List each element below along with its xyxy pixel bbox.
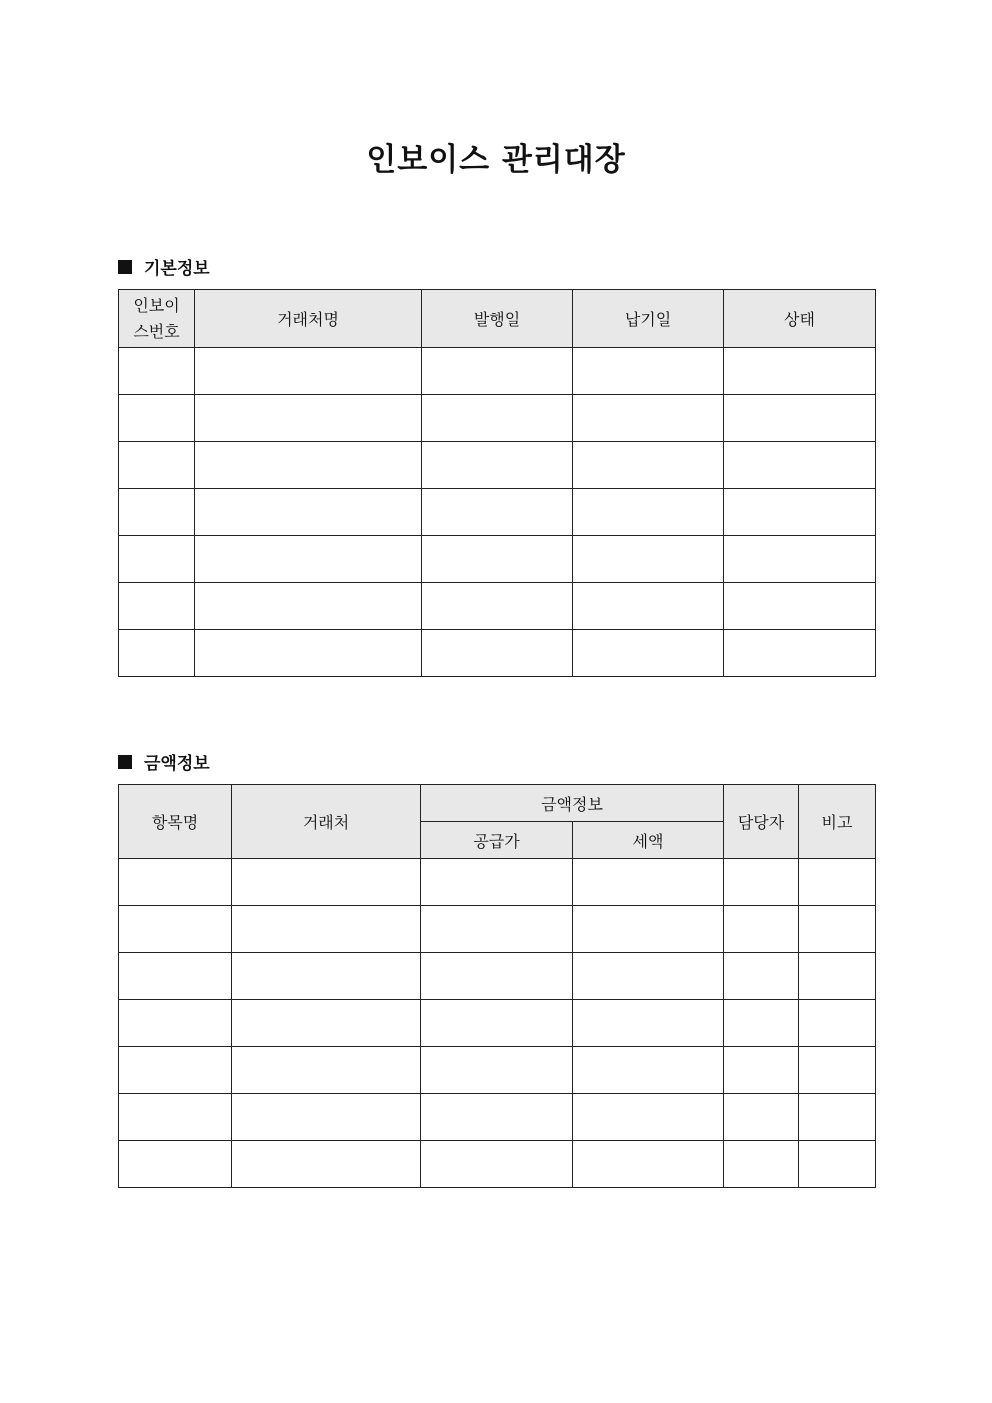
table-cell[interactable] xyxy=(195,442,422,489)
table-cell[interactable] xyxy=(195,348,422,395)
table-cell[interactable] xyxy=(422,630,573,677)
table-row xyxy=(119,489,876,536)
table-cell[interactable] xyxy=(573,489,724,536)
table-cell[interactable] xyxy=(573,536,724,583)
table-cell[interactable] xyxy=(799,953,876,1000)
table-cell[interactable] xyxy=(422,395,573,442)
table-cell[interactable] xyxy=(724,630,876,677)
table-cell[interactable] xyxy=(724,953,799,1000)
table-row xyxy=(119,1094,876,1141)
table-cell[interactable] xyxy=(724,395,876,442)
table-cell[interactable] xyxy=(724,583,876,630)
table-cell[interactable] xyxy=(573,583,724,630)
table-cell[interactable] xyxy=(119,489,195,536)
table-cell[interactable] xyxy=(724,489,876,536)
amount-info-table xyxy=(118,784,876,1188)
table-cell[interactable] xyxy=(421,906,573,953)
table-cell[interactable] xyxy=(421,1000,573,1047)
table-cell[interactable] xyxy=(119,630,195,677)
table-row xyxy=(119,536,876,583)
table-cell[interactable] xyxy=(119,395,195,442)
table-cell[interactable] xyxy=(421,1141,573,1188)
table-cell[interactable] xyxy=(799,1141,876,1188)
table-cell[interactable] xyxy=(421,953,573,1000)
table-cell[interactable] xyxy=(119,348,195,395)
table-cell[interactable] xyxy=(421,859,573,906)
table-cell[interactable] xyxy=(232,1141,421,1188)
table-cell[interactable] xyxy=(119,583,195,630)
table-cell[interactable] xyxy=(573,1000,724,1047)
table-cell[interactable] xyxy=(724,442,876,489)
table-cell[interactable] xyxy=(119,442,195,489)
table-row xyxy=(119,1047,876,1094)
table-cell[interactable] xyxy=(422,583,573,630)
table-cell[interactable] xyxy=(724,348,876,395)
col-header-invoice-number: 인보이 스번호 xyxy=(119,290,195,348)
table-cell[interactable] xyxy=(724,1000,799,1047)
table-cell[interactable] xyxy=(573,395,724,442)
col-header-item-name: 항목명 xyxy=(119,785,232,859)
table-cell[interactable] xyxy=(195,489,422,536)
table-cell[interactable] xyxy=(195,395,422,442)
table-cell[interactable] xyxy=(195,536,422,583)
col-header-supply-price: 공급가 xyxy=(421,822,573,859)
col-header-tax: 세액 xyxy=(573,822,724,859)
table-cell[interactable] xyxy=(119,1141,232,1188)
table-cell[interactable] xyxy=(799,906,876,953)
table-cell[interactable] xyxy=(119,536,195,583)
table-cell[interactable] xyxy=(724,859,799,906)
col-header-issue-date: 발행일 xyxy=(422,290,573,348)
table-cell[interactable] xyxy=(119,953,232,1000)
table-row xyxy=(119,1141,876,1188)
basic-info-header-row xyxy=(119,290,876,348)
table-cell[interactable] xyxy=(232,953,421,1000)
table-cell[interactable] xyxy=(195,583,422,630)
amount-info-heading xyxy=(118,749,210,774)
table-cell[interactable] xyxy=(422,489,573,536)
basic-info-heading-label: 기본정보 xyxy=(144,259,210,279)
amount-info-heading-label: 금액정보 xyxy=(144,754,210,774)
table-row xyxy=(119,348,876,395)
table-cell[interactable] xyxy=(724,1141,799,1188)
table-cell[interactable] xyxy=(421,1094,573,1141)
amount-info-header-row-1 xyxy=(119,785,876,822)
page-title: 인보이스 관리대장 xyxy=(366,142,626,178)
col-header-amount-group: 금액정보 xyxy=(421,785,724,822)
table-cell[interactable] xyxy=(573,348,724,395)
table-cell[interactable] xyxy=(422,348,573,395)
table-cell[interactable] xyxy=(232,1000,421,1047)
table-cell[interactable] xyxy=(232,1094,421,1141)
table-cell[interactable] xyxy=(232,859,421,906)
table-cell[interactable] xyxy=(799,859,876,906)
table-cell[interactable] xyxy=(422,442,573,489)
table-cell[interactable] xyxy=(119,1047,232,1094)
square-bullet-icon xyxy=(118,260,132,274)
table-cell[interactable] xyxy=(422,536,573,583)
table-cell[interactable] xyxy=(799,1047,876,1094)
table-cell[interactable] xyxy=(421,1047,573,1094)
table-cell[interactable] xyxy=(799,1094,876,1141)
table-cell[interactable] xyxy=(573,1094,724,1141)
table-cell[interactable] xyxy=(195,630,422,677)
table-cell[interactable] xyxy=(573,953,724,1000)
table-cell[interactable] xyxy=(724,536,876,583)
table-row xyxy=(119,395,876,442)
table-cell[interactable] xyxy=(232,1047,421,1094)
table-row xyxy=(119,583,876,630)
col-header-due-date: 납기일 xyxy=(573,290,724,348)
col-header-manager: 담당자 xyxy=(724,785,799,859)
table-row xyxy=(119,859,876,906)
col-header-client-name: 거래처명 xyxy=(195,290,422,348)
table-cell[interactable] xyxy=(573,442,724,489)
table-cell[interactable] xyxy=(119,1094,232,1141)
table-cell[interactable] xyxy=(573,859,724,906)
table-cell[interactable] xyxy=(799,1000,876,1047)
square-bullet-icon xyxy=(118,755,132,769)
table-row xyxy=(119,906,876,953)
table-row xyxy=(119,442,876,489)
table-cell[interactable] xyxy=(573,1047,724,1094)
col-header-note: 비고 xyxy=(799,785,876,859)
table-row xyxy=(119,953,876,1000)
table-cell[interactable] xyxy=(119,859,232,906)
table-cell[interactable] xyxy=(724,1094,799,1141)
table-cell[interactable] xyxy=(573,906,724,953)
table-cell[interactable] xyxy=(232,906,421,953)
table-cell[interactable] xyxy=(119,1000,232,1047)
table-cell[interactable] xyxy=(573,630,724,677)
basic-info-heading xyxy=(118,254,210,279)
table-cell[interactable] xyxy=(724,1047,799,1094)
table-row xyxy=(119,1000,876,1047)
col-header-client: 거래처 xyxy=(232,785,421,859)
table-row xyxy=(119,630,876,677)
basic-info-table xyxy=(118,289,876,677)
col-header-status: 상태 xyxy=(724,290,876,348)
table-cell[interactable] xyxy=(119,906,232,953)
table-cell[interactable] xyxy=(724,906,799,953)
table-cell[interactable] xyxy=(573,1141,724,1188)
